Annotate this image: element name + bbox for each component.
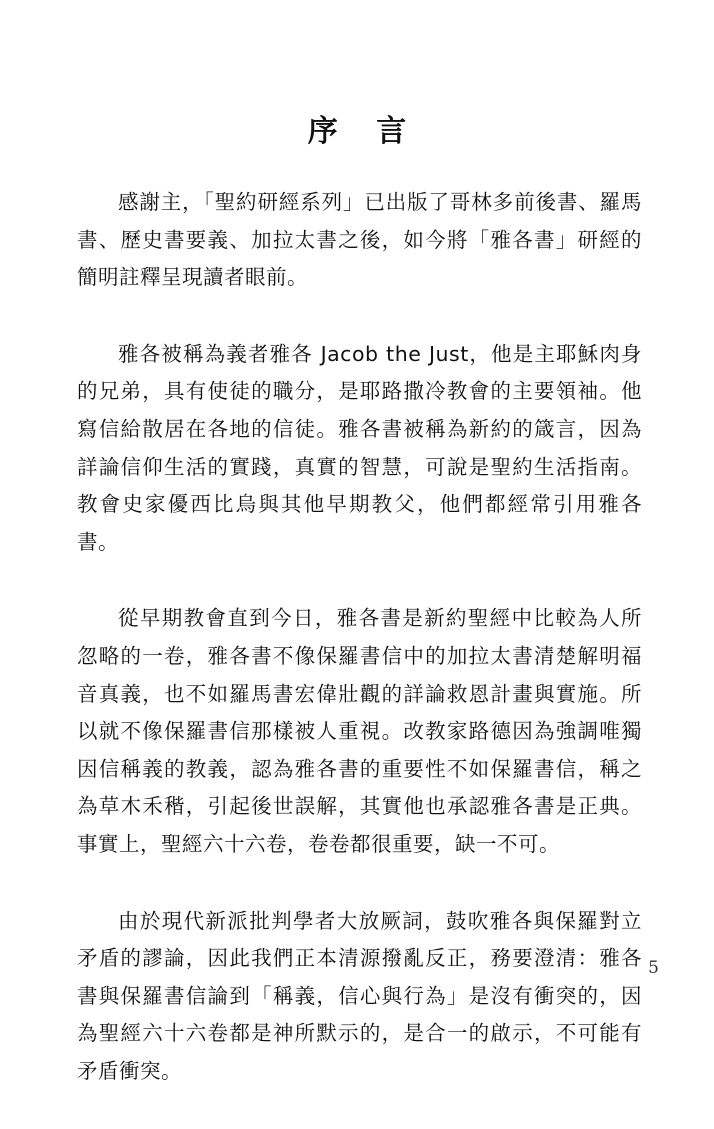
page-number: 5 [648, 958, 659, 978]
paragraph-2: 雅各被稱為義者雅各 Jacob the Just，他是主耶穌肉身的兄弟，具有使徒的職分，是耶路撒冷教會的主要領袖。他寫信給散居在各地的信徒。雅各書被稱為新約的箴言，因為詳論信仰生活的實踐，真實的智慧，可說是聖約生活指南。教會史家優西比烏與其他早期教父，他們都經常引用雅各書。 [77, 341, 642, 554]
page-title: 序 言 [307, 114, 421, 150]
body-text [77, 184, 642, 1129]
paragraph-4: 由於現代新派批判學者大放厥詞，鼓吹雅各與保羅對立矛盾的謬論，因此我們正本清源撥亂反正，務要澄清：雅各書與保羅書信論到「稱義，信心與行為」是沒有衝突的，因為聖經六十六卷都是神所默示的，是合一的啟示，不可能有矛盾衝突。 [77, 908, 642, 1083]
paragraph-3: 從早期教會直到今日，雅各書是新約聖經中比較為人所忽略的一卷，雅各書不像保羅書信中的加拉太書清楚解明福音真義，也不如羅馬書宏偉壯觀的詳論救恩計畫與實施。所以就不像保羅書信那樣被人重視。改教家路德因為強調唯獨因信稱義的教義，認為雅各書的重要性不如保羅書信，稱之為草木禾稭，引起後世誤解，其實他也承認雅各書是正典。事實上，聖經六十六卷，卷卷都很重要，缺一不可。 [77, 606, 642, 856]
paragraph-1: 感謝主，「聖約研經系列」已出版了哥林多前後書、羅馬書、歷史書要義、加拉太書之後，如今將「雅各書」研經的簡明註釋呈現讀者眼前。 [77, 190, 642, 290]
